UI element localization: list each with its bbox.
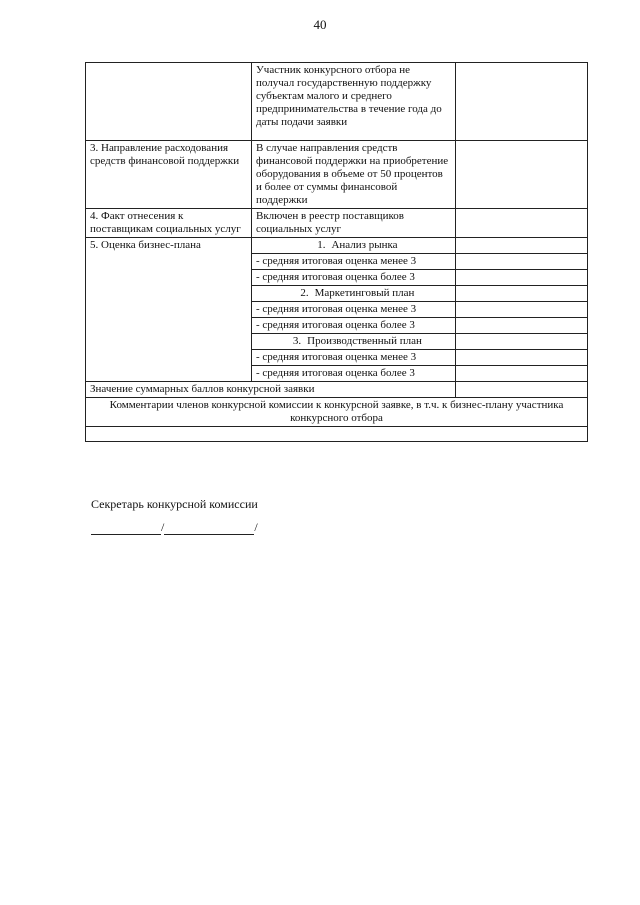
table-cell: В случае направления средств финансовой поддержки на приобретение оборудования в объеме от 50 процентов и более от суммы финансовой поддержки: [252, 141, 456, 209]
table-cell: [456, 334, 588, 350]
table-cell: [456, 366, 588, 382]
page-number: 40: [313, 17, 327, 32]
table-row: [86, 238, 588, 254]
section-title: 3. Производственный план: [252, 334, 456, 350]
table-cell: - средняя итоговая оценка менее 3: [252, 302, 456, 318]
table-row: [86, 382, 588, 398]
table-row: [86, 209, 588, 238]
table-cell: - средняя итоговая оценка более 3: [252, 318, 456, 334]
table-cell: - средняя итоговая оценка менее 3: [252, 350, 456, 366]
table-cell: [456, 350, 588, 366]
table-cell: Участник конкурсного отбора не получал государственную поддержку субъектам малого и среднего предпринимательства в течение года до даты подачи заявки: [252, 63, 456, 141]
scoring-table: [85, 62, 588, 442]
table-cell: [456, 270, 588, 286]
table-cell: [456, 141, 588, 209]
table-cell: [456, 254, 588, 270]
comments-label: Комментарии членов конкурсной комиссии к конкурсной заявке, в т.ч. к бизнес-плану участника конкурсного отбора: [86, 398, 588, 427]
section-title: 1. Анализ рынка: [252, 238, 456, 254]
name-blank: [164, 523, 254, 535]
signature-blank: [91, 523, 161, 535]
table-cell: 4. Факт отнесения к поставщикам социальных услуг: [86, 209, 252, 238]
signature-label: Секретарь конкурсной комиссии: [91, 497, 258, 511]
comments-field: [86, 427, 588, 442]
table-row: [86, 427, 588, 442]
table-cell: [456, 63, 588, 141]
signature-separator: /: [254, 520, 258, 534]
table-cell: [456, 382, 588, 398]
table-cell: - средняя итоговая оценка менее 3: [252, 254, 456, 270]
table-cell: [86, 63, 252, 141]
total-label: Значение суммарных баллов конкурсной заявки: [86, 382, 456, 398]
section-title: 2. Маркетинговый план: [252, 286, 456, 302]
table-row: [86, 63, 588, 141]
table-cell: Включен в реестр поставщиков социальных услуг: [252, 209, 456, 238]
table-cell: [456, 209, 588, 238]
table-cell: - средняя итоговая оценка более 3: [252, 270, 456, 286]
table-cell: 5. Оценка бизнес-плана: [86, 238, 252, 382]
table-row: [86, 141, 588, 209]
table-cell: - средняя итоговая оценка более 3: [252, 366, 456, 382]
table-cell: [456, 238, 588, 254]
table-cell: 3. Направление расходования средств финансовой поддержки: [86, 141, 252, 209]
signature-separator: /: [161, 520, 165, 534]
table-cell: [456, 302, 588, 318]
table-cell: [456, 286, 588, 302]
table-row: [86, 398, 588, 427]
signature-line: [91, 520, 258, 535]
table-cell: [456, 318, 588, 334]
